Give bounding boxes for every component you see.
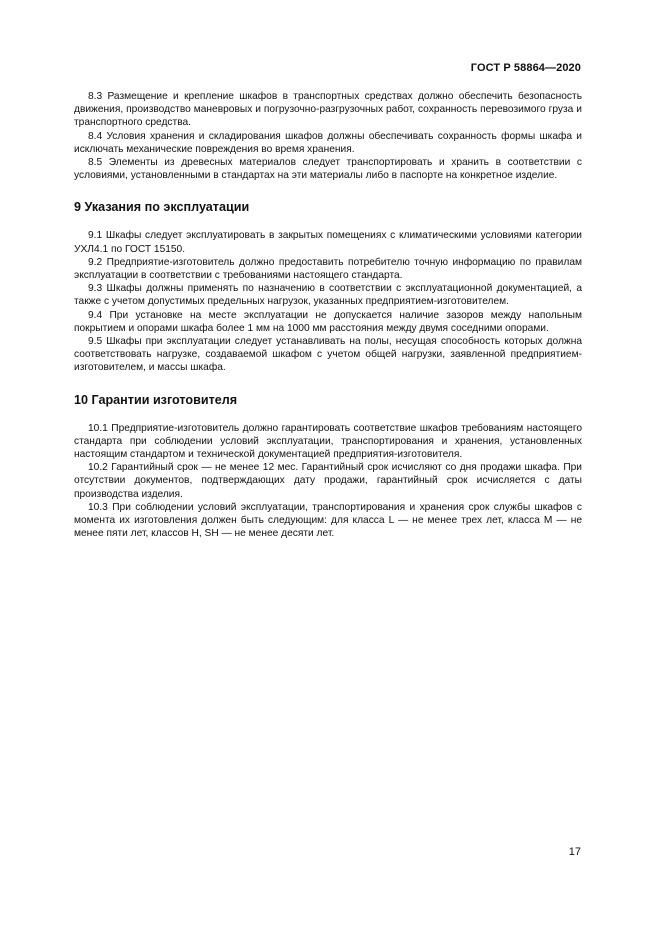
section-9-title: 9 Указания по эксплуатации	[74, 200, 250, 215]
paragraph-9-4: 9.4 При установке на месте эксплуатации не допускается наличие зазоров между напольным покрытием и опорами шкафа более 1 мм на 1000 мм расстояния между двумя соседними опорами.	[74, 309, 582, 334]
paragraph-8-3: 8.3 Размещение и крепление шкафов в транспортных средствах должно обеспечить безопасность движения, производство маневровых и погрузочно-разгрузочных работ, сохранность перевозимого груза и транспортного средства.	[74, 91, 582, 129]
paragraph-10-3: 10.3 При соблюдении условий эксплуатации, транспортирования и хранения срок службы шкафов с момента их изготовления должен быть следующим: для класса L — не менее трех лет, класса M — не менее пяти лет, классов H, SH — не менее десяти лет.	[74, 501, 582, 540]
paragraph-9-2: 9.2 Предприятие-изготовитель должно предоставить потребителю точную информацию по правилам эксплуатации в соответствии с требованиями настоящего стандарта.	[74, 256, 582, 282]
paragraph-9-3: 9.3 Шкафы должны применять по назначению в соответствии с эксплуатационной документацией, а также с учетом допустимых предельных нагрузок, указанных предприятием-изготовителем.	[74, 283, 582, 308]
document-header-standard: ГОСТ Р 58864—2020	[470, 62, 581, 74]
paragraph-8-5: 8.5 Элементы из древесных материалов следует транспортировать и хранить в соответствии с условиями, установленными в стандартах на эти материалы либо в паспорте на конкретное изделие.	[74, 157, 582, 182]
paragraph-10-1: 10.1 Предприятие-изготовитель должно гарантировать соответствие шкафов требованиям настоящего стандарта при соблюдении условий эксплуатации, транспортирования и хранения, установленных настоящим стандартом и технической документацией предприятия-изготовителя.	[74, 422, 582, 461]
paragraph-10-2: 10.2 Гарантийный срок — не менее 12 мес. Гарантийный срок исчисляют со дня продажи шкафа. При отсутствии документов, подтверждающих дату продажи, гарантийный срок исчисляется с даты производства изделия.	[74, 462, 582, 500]
paragraph-9-1: 9.1 Шкафы следует эксплуатировать в закрытых помещениях с климатическими условиями категории УХЛ4.1 по ГОСТ 15150.	[74, 230, 582, 255]
section-10-title: 10 Гарантии изготовителя	[74, 392, 238, 407]
page-number: 17	[568, 846, 581, 858]
document-body	[74, 90, 582, 540]
paragraph-8-4: 8.4 Условия хранения и складирования шкафов должны обеспечивать сохранность формы шкафа и исключать механические повреждения во время хранения.	[74, 130, 582, 155]
paragraph-9-5: 9.5 Шкафы при эксплуатации следует устанавливать на полы, несущая способность которых должна соответствовать нагрузке, создаваемой шкафом с учетом общей нагрузки, заявленной предприятием-изготовителем, и массы шкафа.	[74, 336, 582, 374]
